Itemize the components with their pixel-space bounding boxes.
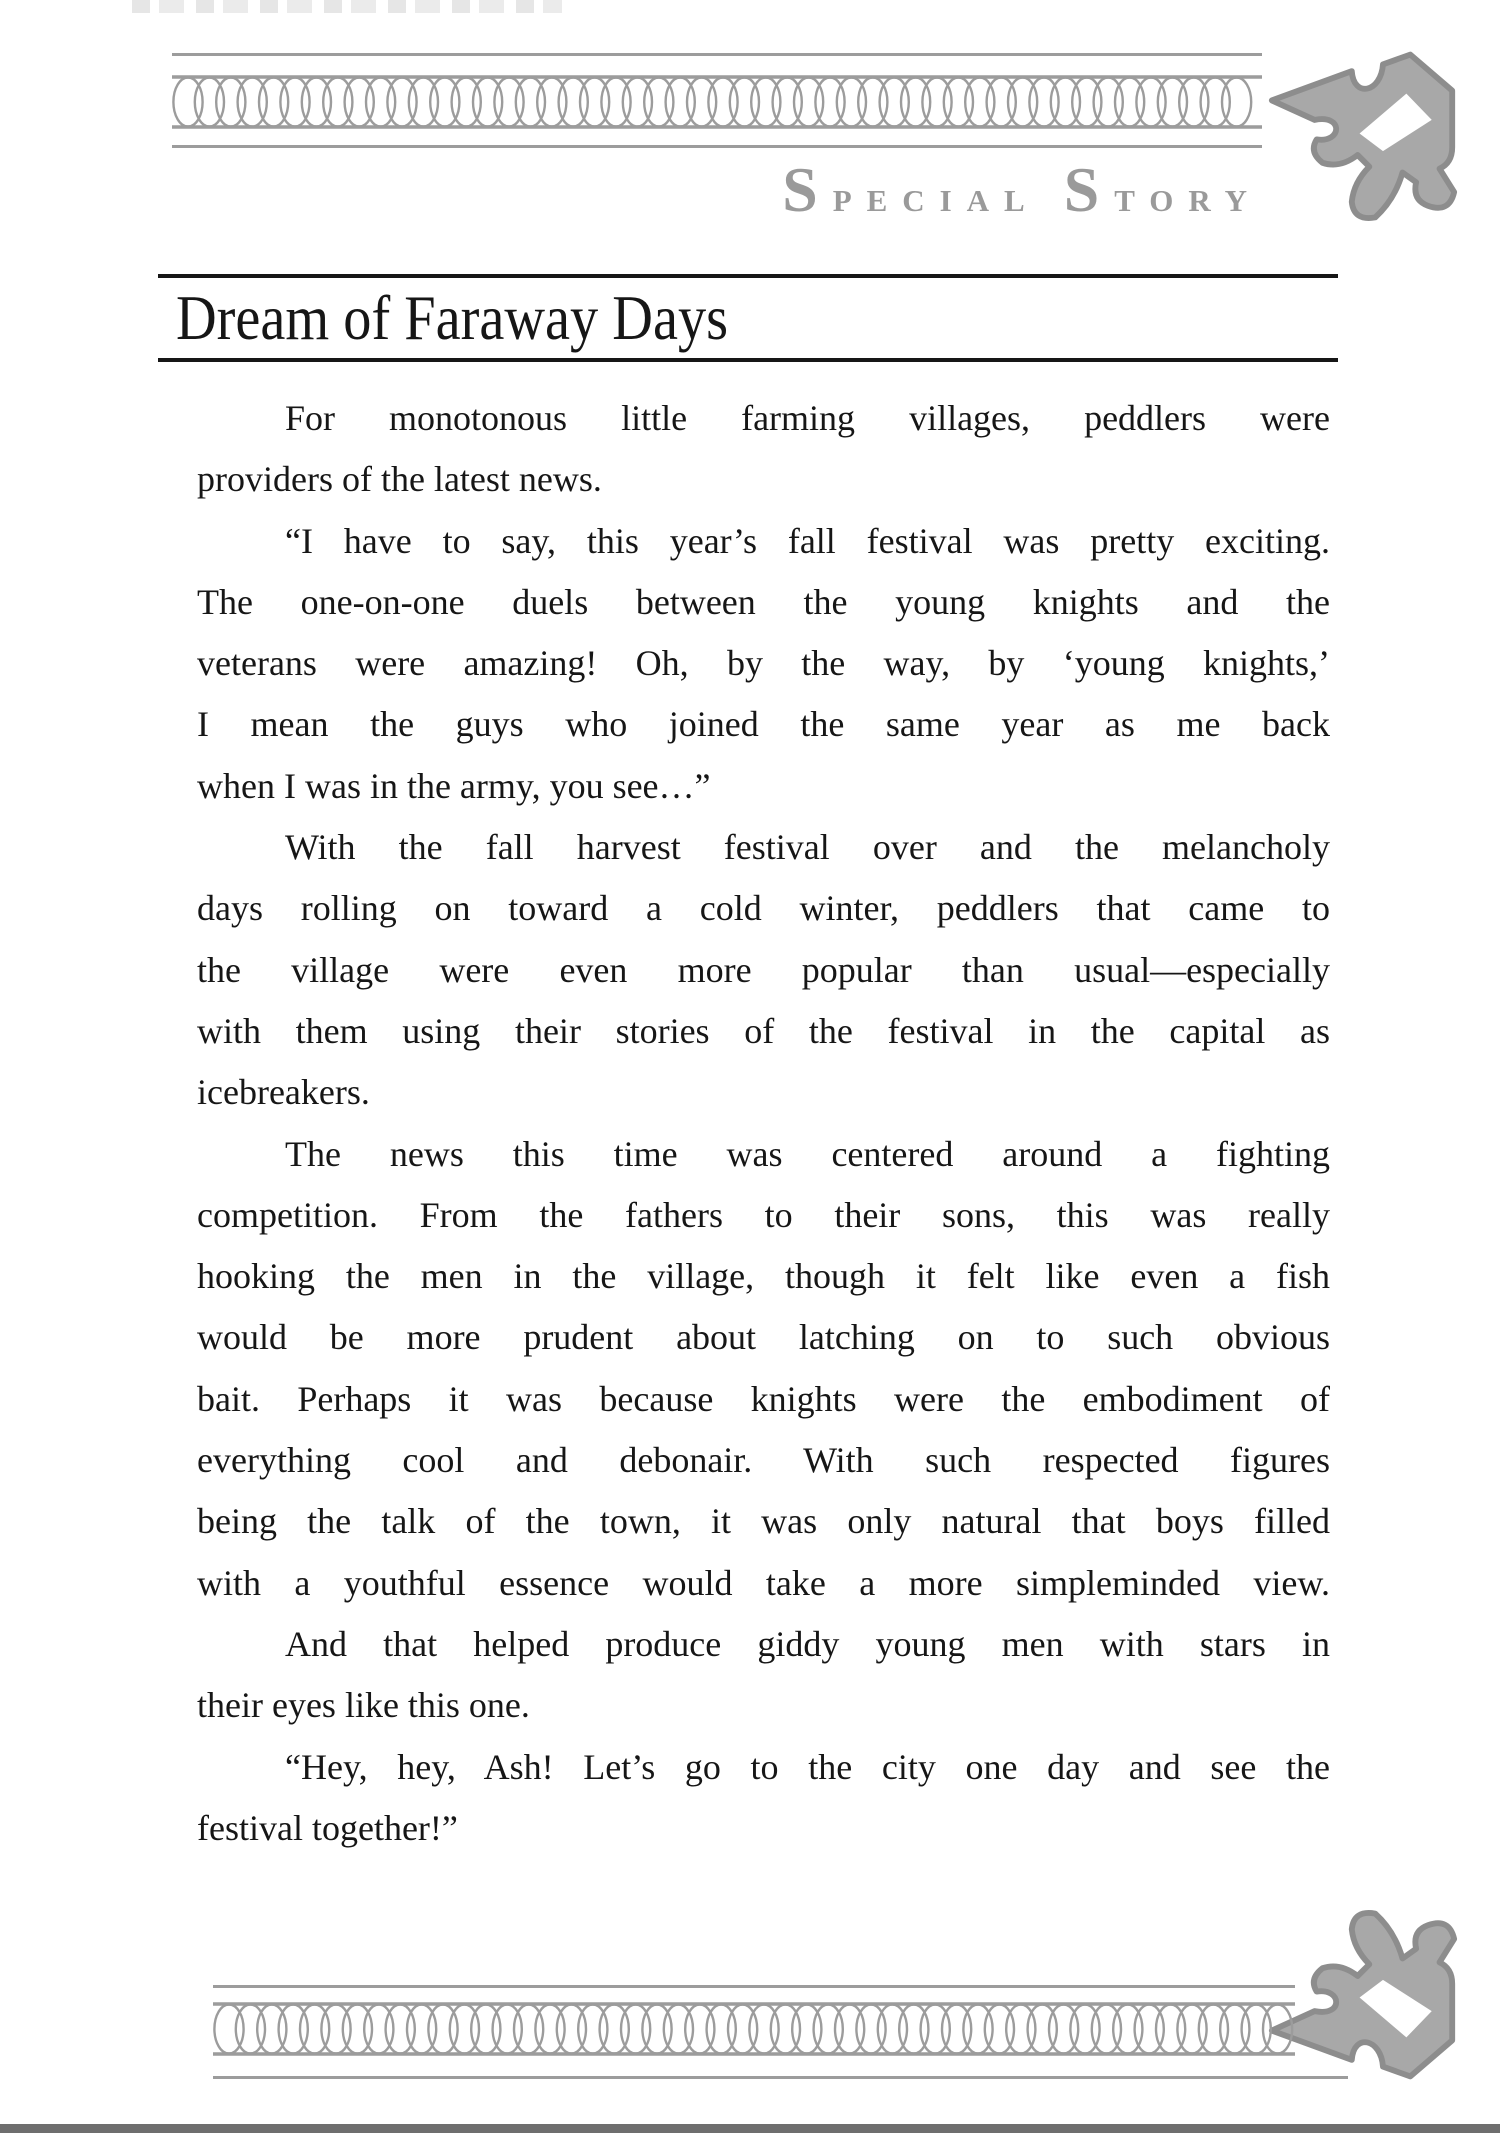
body-line: veterans were amazing! Oh, by the way, by ‘young knights,’ <box>197 643 1330 684</box>
bottom-ornament-rule-upper <box>213 1985 1295 1988</box>
body-line: bait. Perhaps it was because knights were the embodiment of <box>197 1378 1330 1419</box>
body-line: festival together!” <box>197 1807 458 1848</box>
body-line: I mean the guys who joined the same year as me back <box>197 704 1330 745</box>
body-line: icebreakers. <box>197 1072 370 1113</box>
top-ornament-rule-upper <box>172 53 1262 56</box>
top-ornament-rule-lower <box>172 145 1262 148</box>
body-line: with a youthful essence would take a more simpleminded view. <box>197 1562 1330 1603</box>
body-line: the village were even more popular than usual—especially <box>197 949 1330 990</box>
body-line: when I was in the army, you see…” <box>197 765 711 806</box>
body-line: And that helped produce giddy young men with stars in <box>285 1623 1330 1664</box>
body-line: being the talk of the town, it was only natural that boys filled <box>197 1501 1330 1542</box>
story-title: Dream of Faraway Days <box>176 282 729 353</box>
body-line: hooking the men in the village, though it felt like even a fish <box>197 1256 1330 1297</box>
body-line: “I have to say, this year’s fall festival was pretty exciting. <box>285 520 1330 561</box>
cross-ornament-icon <box>1260 1898 1465 2093</box>
body-line: would be more prudent about latching on to such obvious <box>197 1317 1330 1358</box>
body-line: competition. From the fathers to their sons, this was really <box>197 1194 1330 1235</box>
section-label <box>782 154 1262 225</box>
body-line: The news this time was centered around a fighting <box>285 1133 1330 1174</box>
body-line: days rolling on toward a cold winter, peddlers that came to <box>197 888 1330 929</box>
page-crop-artifact <box>132 0 562 13</box>
body-line: their eyes like this one. <box>197 1685 530 1726</box>
bottom-ornament-rule-lower <box>213 2076 1348 2079</box>
body-line: with them using their stories of the festival in the capital as <box>197 1010 1330 1051</box>
story-body <box>197 388 1330 1859</box>
title-rule-bottom <box>158 358 1338 362</box>
body-line: The one-on-one duels between the young knights and the <box>197 581 1330 622</box>
body-line: For monotonous little farming villages, peddlers were <box>285 398 1330 438</box>
title-rule-top <box>158 274 1338 278</box>
section-label-word: Story <box>1063 154 1262 225</box>
body-line: With the fall harvest festival over and the melancholy <box>285 827 1330 868</box>
page-bottom-edge <box>0 2124 1500 2133</box>
cross-ornament-icon <box>1260 38 1465 233</box>
body-line: “Hey, hey, Ash! Let’s go to the city one day and see the <box>285 1746 1330 1787</box>
section-label-word: Special <box>782 154 1040 225</box>
body-line: providers of the latest news. <box>197 459 602 500</box>
body-line: everything cool and debonair. With such respected figures <box>197 1440 1330 1481</box>
bottom-ellipse-band <box>213 2001 1295 2057</box>
top-ellipse-band <box>172 74 1262 130</box>
